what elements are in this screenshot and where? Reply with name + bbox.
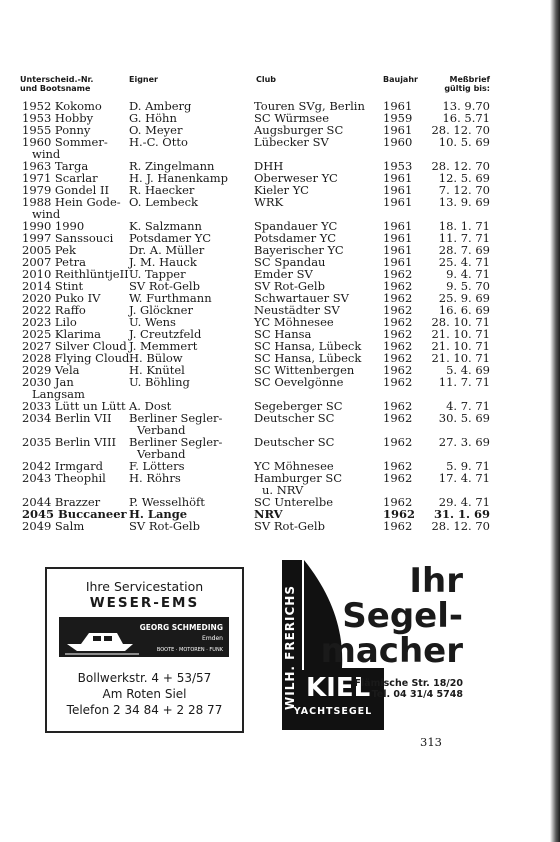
build-year: 1961 (383, 99, 413, 113)
build-year: 1962 (383, 327, 413, 341)
frerichs-address (354, 678, 463, 700)
owner: Dr. A. Müller (129, 243, 205, 257)
owner: SV Rot-Gelb (129, 279, 200, 293)
club: Deutscher SC (254, 435, 335, 449)
boat-name-cont: wind (32, 207, 61, 221)
cert-valid-until: 10. 5. 69 (438, 135, 490, 149)
owner: H.-C. Otto (129, 135, 188, 149)
build-year: 1961 (383, 183, 413, 197)
boat-name-cont: Langsam (32, 387, 85, 401)
cert-valid-until: 21. 10. 71 (431, 327, 490, 341)
boat-name: 1997 Sanssouci (22, 231, 114, 245)
build-year: 1962 (383, 399, 413, 413)
boat-name: 2042 Irmgard (22, 459, 103, 473)
cert-valid-until: 17. 4. 71 (438, 471, 490, 485)
motorboat-icon (63, 617, 143, 657)
owner: J. Creutzfeld (129, 327, 202, 341)
owner-cont: Verband (137, 423, 186, 437)
build-year: 1961 (383, 171, 413, 185)
build-year: 1961 (383, 123, 413, 137)
header-nr (20, 75, 93, 93)
owner: A. Dost (129, 399, 172, 413)
build-year: 1960 (383, 135, 413, 149)
club: SC Würmsee (254, 111, 330, 125)
boat-name: 2020 Puko IV (22, 291, 101, 305)
schmeding-logo (59, 617, 229, 657)
table-row (0, 196, 560, 208)
build-year: 1961 (383, 219, 413, 233)
logo-company-name: GEORG SCHMEDING (139, 623, 223, 632)
boat-name-cont: wind (32, 147, 61, 161)
club: Oberweser YC (254, 171, 338, 185)
owner: SV Rot-Gelb (129, 519, 200, 533)
header-nr-line1: Unterscheid.-Nr. (20, 75, 94, 84)
boat-name: 2030 Jan (22, 375, 74, 389)
club: SC Oevelgönne (254, 375, 344, 389)
boat-name: 2034 Berlin VII (22, 411, 112, 425)
cert-valid-until: 25. 4. 71 (438, 255, 490, 269)
table-row (0, 136, 560, 148)
build-year: 1953 (383, 159, 413, 173)
owner: R. Haecker (129, 183, 195, 197)
build-year: 1962 (383, 507, 416, 521)
ad-weser-tagline: Ihre Servicestation (85, 579, 204, 594)
club: Deutscher SC (254, 411, 335, 425)
boat-name: 1955 Ponny (22, 123, 91, 137)
owner: Berliner Segler- (129, 435, 223, 449)
club: SC Wittenbergen (254, 363, 355, 377)
club: Touren SVg, Berlin (254, 99, 365, 113)
owner: R. Zingelmann (129, 159, 215, 173)
ad-weser-title: WESER-EMS (89, 595, 200, 611)
owner: Berliner Segler- (129, 411, 223, 425)
boat-name: 2045 Buccaneer (22, 507, 127, 521)
boat-name: 2005 Pek (22, 243, 76, 257)
build-year: 1961 (383, 255, 413, 269)
boat-name: 1990 1990 (22, 219, 85, 233)
cert-valid-until: 21. 10. 71 (431, 339, 490, 353)
owner: U. Böhling (129, 375, 190, 389)
club: Segeberger SC (254, 399, 343, 413)
club: YC Möhnesee (254, 315, 334, 329)
owner: H. Röhrs (129, 471, 181, 485)
club: Kieler YC (254, 183, 309, 197)
boat-name: 2033 Lütt un Lütt (22, 399, 126, 413)
frerichs-yachtsegel: YACHTSEGEL (293, 706, 373, 717)
owner: K. Salzmann (129, 219, 202, 233)
build-year: 1962 (383, 279, 413, 293)
boat-name: 1953 Hobby (22, 111, 94, 125)
owner: H. Lange (129, 507, 188, 521)
club: Lübecker SV (254, 135, 329, 149)
boat-name: 1971 Scarlar (22, 171, 98, 185)
frerichs-slogan-1: Ihr (409, 561, 463, 601)
ad-weser-ems (45, 567, 244, 733)
header-cert-line1: Meßbrief (449, 75, 490, 84)
build-year: 1961 (383, 231, 413, 245)
cert-valid-until: 27. 3. 69 (438, 435, 490, 449)
club: Potsdamer YC (254, 231, 336, 245)
build-year: 1962 (383, 363, 413, 377)
frerichs-street: Flämische Str. 18/20 (354, 678, 463, 689)
club: Schwartauer SV (254, 291, 349, 305)
build-year: 1962 (383, 315, 413, 329)
cert-valid-until: 29. 4. 71 (438, 495, 490, 509)
cert-valid-until: 5. 9. 71 (446, 459, 490, 473)
build-year: 1962 (383, 519, 413, 533)
cert-valid-until: 4. 7. 71 (446, 399, 490, 413)
cert-valid-until: 30. 5. 69 (438, 411, 490, 425)
frerichs-phone: Tel. 04 31/4 5748 (371, 689, 463, 700)
build-year: 1962 (383, 267, 413, 281)
header-built: Baujahr (383, 75, 418, 84)
table-row (0, 412, 560, 424)
build-year: 1961 (383, 243, 413, 257)
owner: F. Lötters (129, 459, 185, 473)
club: Emder SV (254, 267, 313, 281)
page-number: 313 (420, 735, 442, 749)
header-cert (444, 75, 490, 93)
boat-name: 1960 Sommer- (22, 135, 108, 149)
ad-weser-phone: Telefon 2 34 84 + 2 28 77 (66, 703, 223, 717)
boat-name: 2035 Berlin VIII (22, 435, 117, 449)
club: SC Hansa, Lübeck (254, 339, 362, 353)
ad-weser-street: Bollwerkstr. 4 + 53/57 (77, 671, 212, 685)
cert-valid-until: 9. 5. 70 (446, 279, 490, 293)
header-owner: Eigner (129, 75, 158, 84)
boat-name: 1979 Gondel II (22, 183, 110, 197)
owner: J. Memmert (129, 339, 198, 353)
club: SC Unterelbe (254, 495, 334, 509)
cert-valid-until: 28. 10. 71 (431, 315, 490, 329)
header-cert-line2: gültig bis: (444, 84, 490, 93)
build-year: 1962 (383, 351, 413, 365)
build-year: 1962 (383, 435, 413, 449)
owner: P. Wesselhöft (129, 495, 205, 509)
cert-valid-until: 21. 10. 71 (431, 351, 490, 365)
boat-name: 2043 Theophil (22, 471, 106, 485)
cert-valid-until: 31. 1. 69 (433, 507, 490, 521)
build-year: 1962 (383, 495, 413, 509)
boat-name: 2044 Brazzer (22, 495, 101, 509)
club: SV Rot-Gelb (254, 519, 325, 533)
owner: H. Bülow (129, 351, 183, 365)
cert-valid-until: 28. 12. 70 (431, 519, 490, 533)
build-year: 1961 (383, 195, 413, 209)
club: WRK (254, 195, 284, 209)
cert-valid-until: 11. 7. 71 (438, 375, 490, 389)
owner: O. Lembeck (129, 195, 198, 209)
boat-name: 2049 Salm (22, 519, 85, 533)
club: Bayerischer YC (254, 243, 344, 257)
cert-valid-until: 7. 12. 70 (438, 183, 490, 197)
build-year: 1962 (383, 471, 413, 485)
club: Neustädter SV (254, 303, 340, 317)
frerichs-city: KIEL (306, 673, 371, 703)
owner: D. Amberg (129, 99, 192, 113)
build-year: 1962 (383, 375, 413, 389)
frerichs-vertical-name: WILH. FRERICHS (283, 585, 297, 710)
club: Augsburger SC (254, 123, 344, 137)
build-year: 1962 (383, 339, 413, 353)
boat-name: 1988 Hein Gode- (22, 195, 121, 209)
cert-valid-until: 13. 9. 69 (438, 195, 490, 209)
owner: U. Tapper (129, 267, 186, 281)
cert-valid-until: 28. 12. 70 (431, 159, 490, 173)
owner: H. J. Hanenkamp (129, 171, 228, 185)
boat-name: 1952 Kokomo (22, 99, 102, 113)
owner: J. M. Hauck (129, 255, 197, 269)
owner: U. Wens (129, 315, 176, 329)
cert-valid-until: 13. 9.70 (442, 99, 490, 113)
boat-name: 2025 Klarima (22, 327, 101, 341)
table-row (0, 436, 560, 448)
club: NRV (254, 507, 283, 521)
owner: H. Knütel (129, 363, 185, 377)
ad-weser-place: Am Roten Siel (102, 687, 187, 701)
table-row (0, 520, 560, 532)
cert-valid-until: 25. 9. 69 (438, 291, 490, 305)
club: Spandauer YC (254, 219, 338, 233)
owner: J. Glöckner (129, 303, 193, 317)
build-year: 1962 (383, 291, 413, 305)
club: DHH (254, 159, 284, 173)
club: SC Hansa, Lübeck (254, 351, 362, 365)
build-year: 1962 (383, 411, 413, 425)
boat-name: 2029 Vela (22, 363, 80, 377)
build-year: 1962 (383, 459, 413, 473)
club-cont: u. NRV (262, 483, 304, 497)
boat-name: 2023 Lilo (22, 315, 77, 329)
boat-name: 2027 Silver Cloud (22, 339, 127, 353)
cert-valid-until: 28. 7. 69 (438, 243, 490, 257)
frerichs-slogan-3: macher (320, 631, 463, 671)
boat-name: 1963 Targa (22, 159, 89, 173)
cert-valid-until: 5. 4. 69 (446, 363, 490, 377)
owner-cont: Verband (137, 447, 186, 461)
logo-services: BOOTE · MOTOREN · FUNK (156, 647, 223, 653)
cert-valid-until: 18. 1. 71 (438, 219, 490, 233)
frerichs-slogan-2: Segel- (342, 596, 463, 636)
owner: G. Höhn (129, 111, 177, 125)
owner: W. Furthmann (129, 291, 212, 305)
boat-name: 2022 Raffo (22, 303, 86, 317)
club: Hamburger SC (254, 471, 343, 485)
cert-valid-until: 11. 7. 71 (438, 231, 490, 245)
owner: Potsdamer YC (129, 231, 211, 245)
boat-name: 2010 ReithlüntjeII (22, 267, 129, 281)
boat-name: 2014 Stint (22, 279, 84, 293)
boat-name: 2028 Flying Cloud (22, 351, 130, 365)
cert-valid-until: 9. 4. 71 (446, 267, 490, 281)
club: SC Spandau (254, 255, 326, 269)
owner: O. Meyer (129, 123, 183, 137)
header-club: Club (256, 75, 277, 84)
cert-valid-until: 16. 6. 69 (438, 303, 490, 317)
build-year: 1959 (383, 111, 413, 125)
cert-valid-until: 16. 5.71 (442, 111, 490, 125)
club: SC Hansa (254, 327, 312, 341)
cert-valid-until: 28. 12. 70 (431, 123, 490, 137)
club: YC Möhnesee (254, 459, 334, 473)
cert-valid-until: 12. 5. 69 (438, 171, 490, 185)
build-year: 1962 (383, 303, 413, 317)
header-nr-line2: und Bootsname (20, 84, 91, 93)
club: SV Rot-Gelb (254, 279, 325, 293)
boat-name: 2007 Petra (22, 255, 86, 269)
logo-city: Emden (202, 635, 223, 642)
